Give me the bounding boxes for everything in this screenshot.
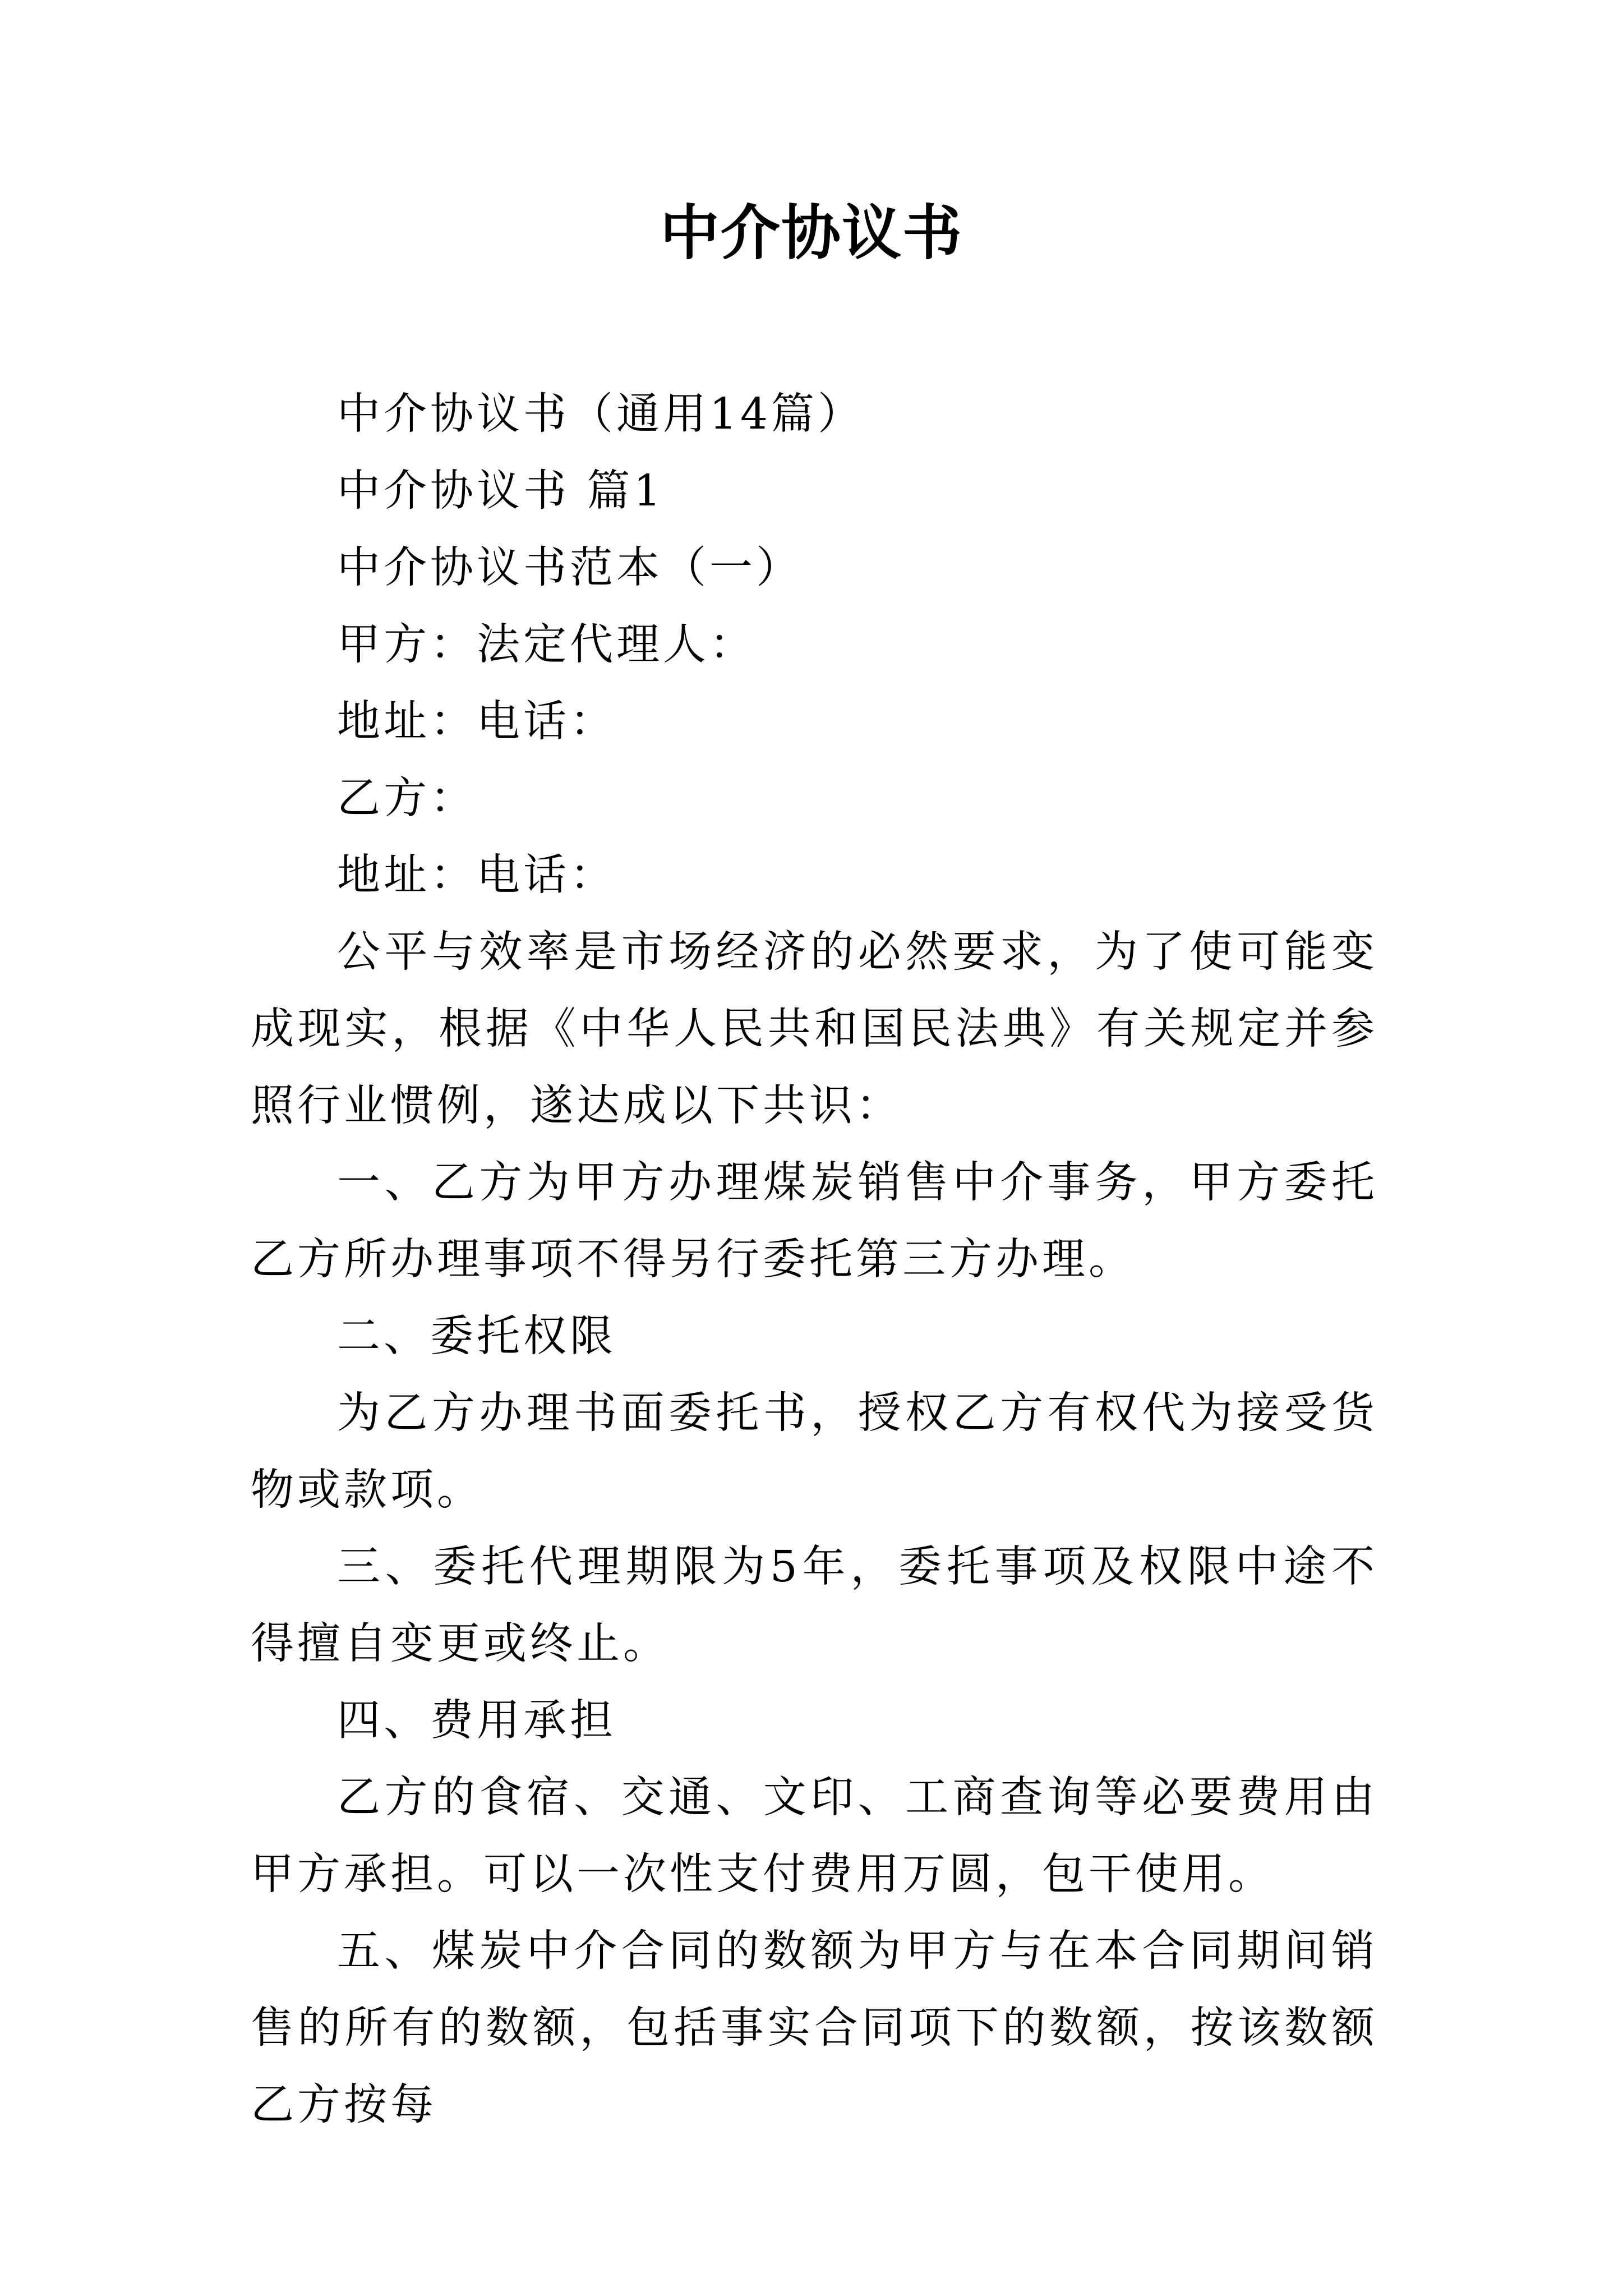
paragraph-preamble: 公平与效率是市场经济的必然要求，为了使可能变成现实，根据《中华人民共和国民法典》有关规定并参照行业惯例，遂达成以下共识：	[251, 927, 1378, 1131]
paragraph-clause-4-body: 乙方的食宿、交通、文印、工商查询等必要费用由甲方承担。可以一次性支付费用万圆，包干使用。	[251, 1773, 1378, 1899]
paragraph-party-b: 乙方：	[337, 774, 477, 823]
document-title: 中介协议书	[660, 197, 963, 268]
paragraph-clause-4-heading: 四、费用承担	[337, 1696, 616, 1746]
paragraph-clause-1: 一、乙方为甲方办理煤炭销售中介事务，甲方委托乙方所办理事项不得另行委托第三方办理。	[251, 1158, 1378, 1285]
paragraph-section-label: 中介协议书 篇1	[337, 466, 665, 516]
paragraph-clause-2-heading: 二、委托权限	[337, 1312, 616, 1361]
paragraph-heading: 中介协议书（通用14篇）	[337, 389, 864, 439]
paragraph-party-a: 甲方：法定代理人：	[337, 620, 756, 670]
paragraph-clause-3: 三、委托代理期限为5年，委托事项及权限中途不得擅自变更或终止。	[251, 1542, 1378, 1669]
paragraph-clause-5: 五、煤炭中介合同的数额为甲方与在本合同期间销售的所有的数额，包括事实合同项下的数额，按该数额乙方按每	[251, 1926, 1378, 2130]
document-body	[251, 376, 1378, 2143]
paragraph-party-a-address: 地址：电话：	[337, 697, 616, 747]
paragraph-clause-2-body: 为乙方办理书面委托书，授权乙方有权代为接受货物或款项。	[251, 1388, 1378, 1515]
paragraph-party-b-address: 地址：电话：	[337, 850, 616, 900]
paragraph-template-label: 中介协议书范本（一）	[337, 543, 803, 593]
